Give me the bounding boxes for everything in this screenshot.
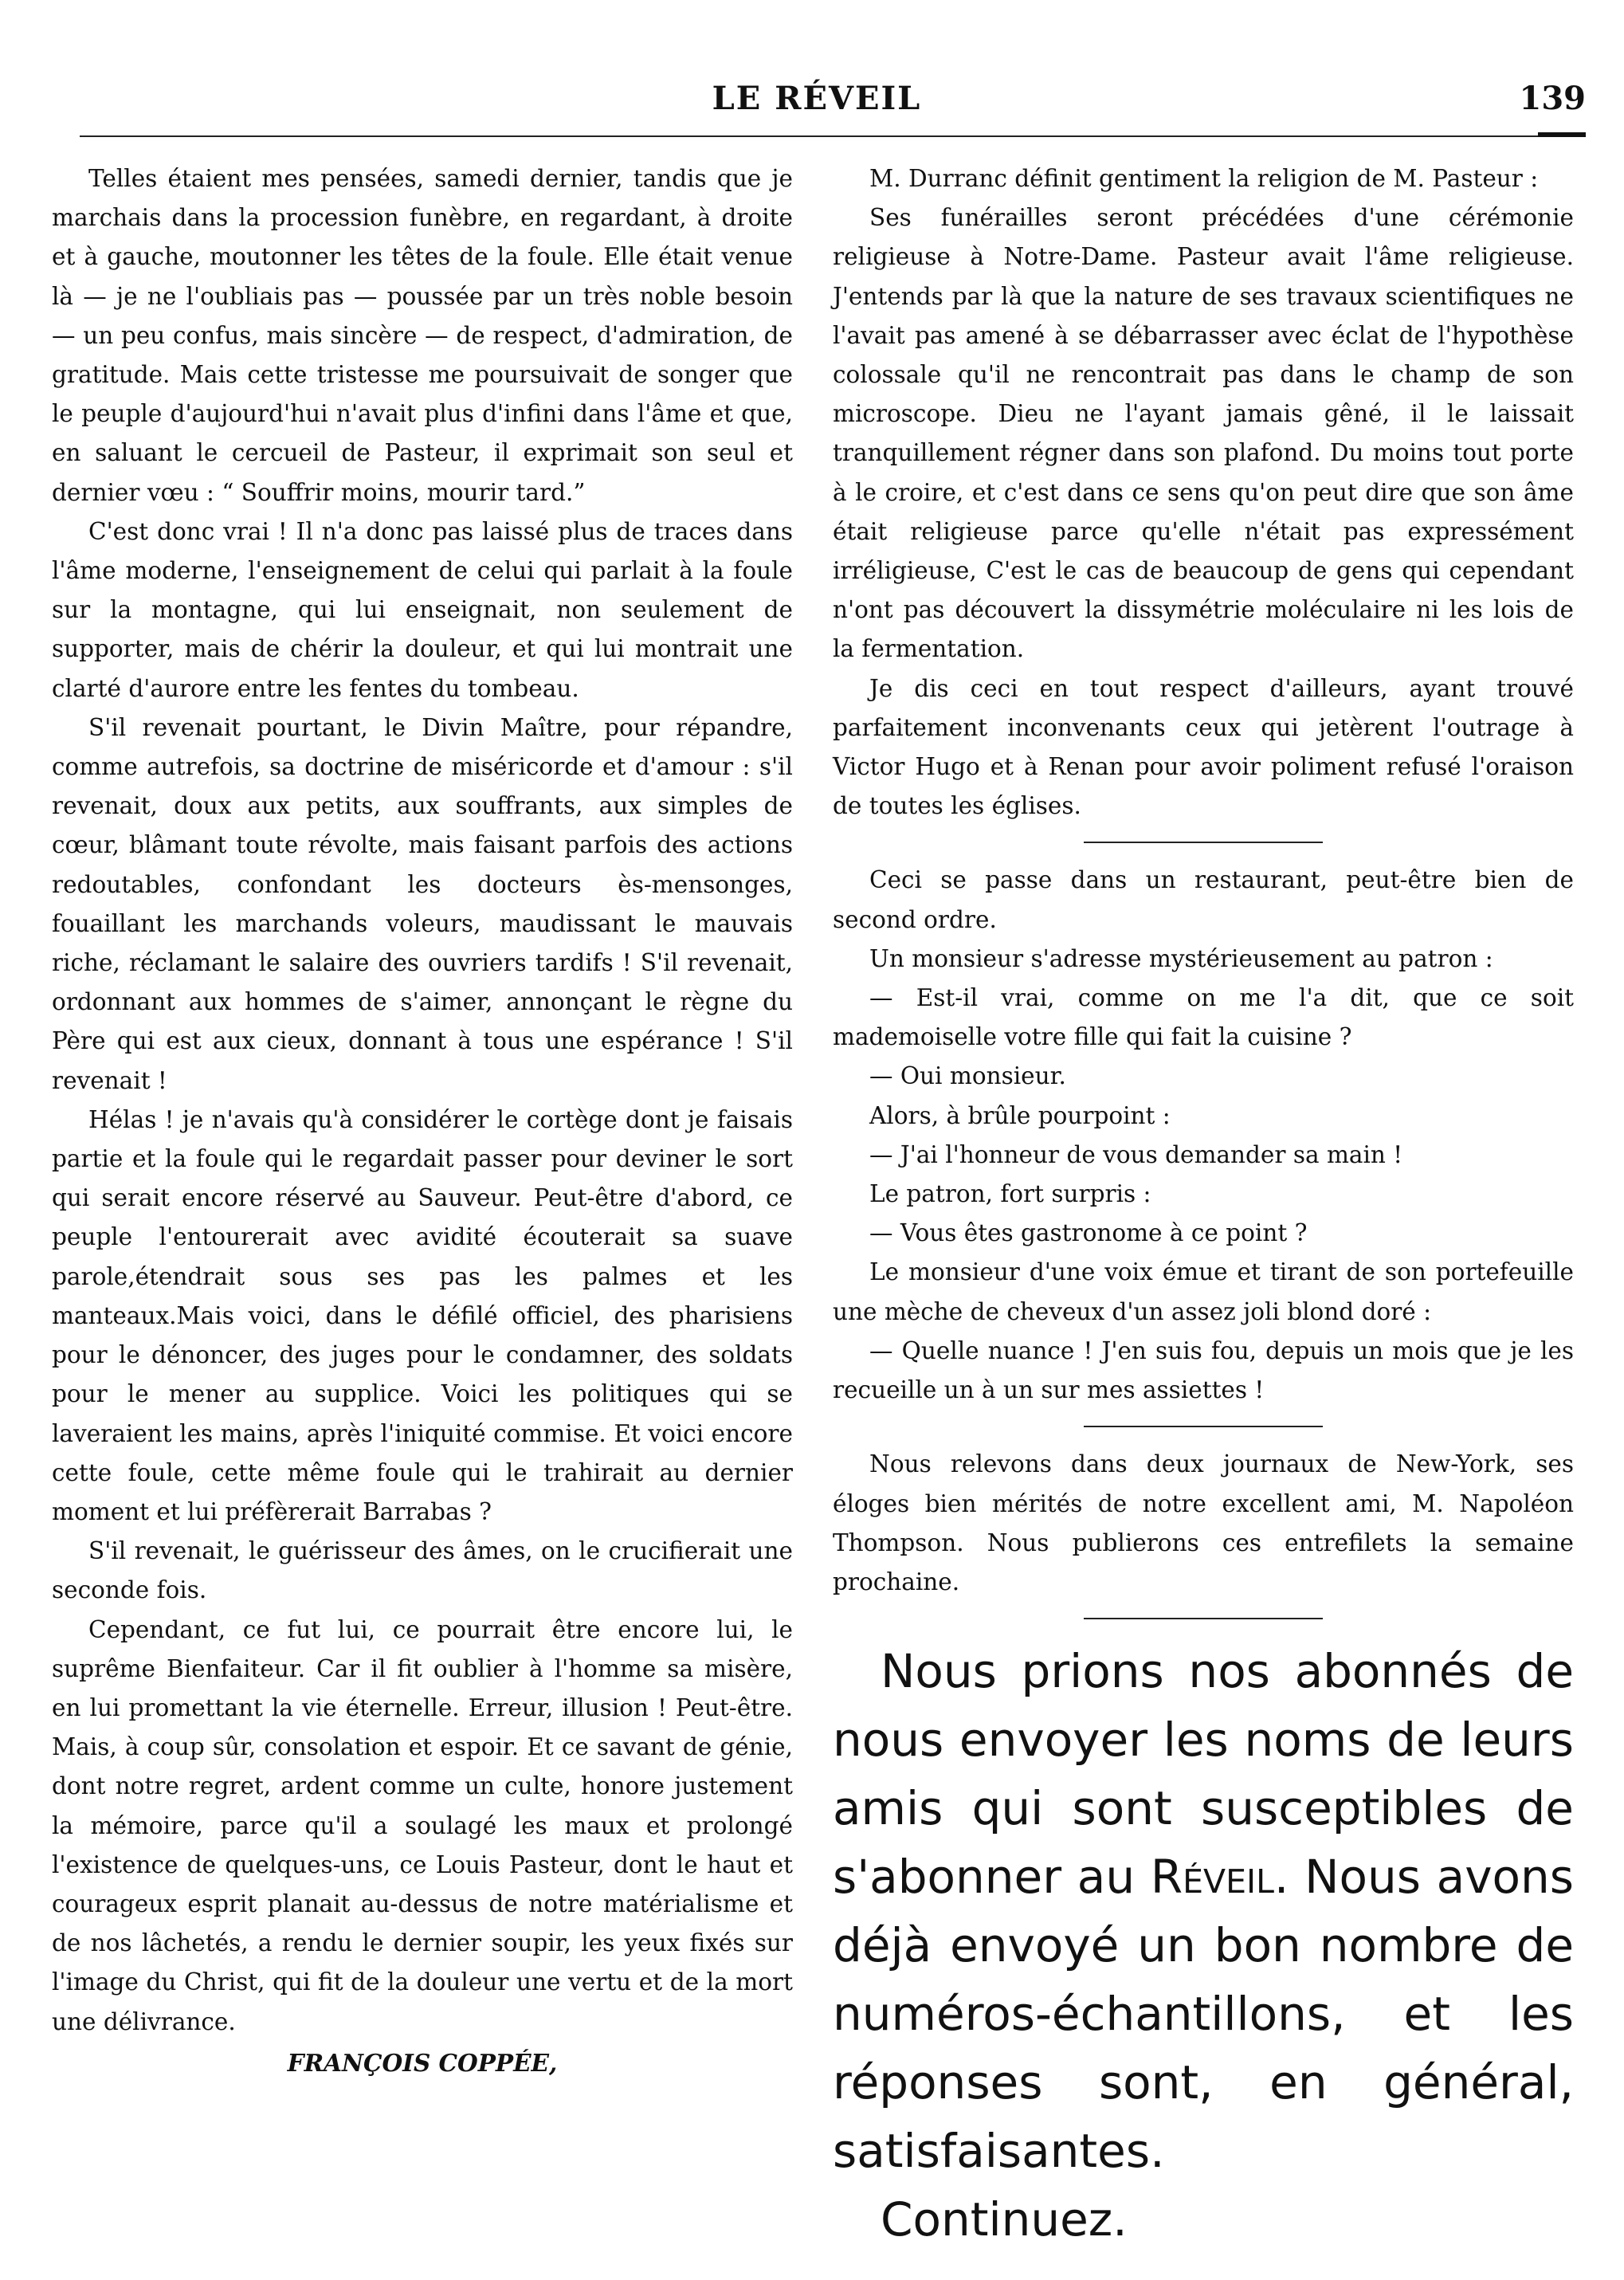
anecdote-paragraph: — Oui monsieur. xyxy=(869,1062,1066,1090)
article-paragraph: Hélas ! je n'avais qu'à considérer le cortège dont je faisais partie et la foule qui le regardait passer pour deviner le sort qui serait encore réservé au Sauveur. Peut-être d'abord, ce peuple l'entourerait avec avidité écouterait sa suave parole,étendrait sous ses pas les palmes et les manteaux.Mais voici, dans le défilé officiel, des pharisiens pour le dénoncer, des juges pour le condamner, des soldats pour le mener au supplice. Voici les politiques qui se laveraient les mains, après l'iniquité commise. Et voici encore cette foule, cette même foule qui le trahirait au dernier moment et lui préfèrerait Barrabas ? xyxy=(52,1105,793,1525)
notice-text-before: Nous prions nos abonnés de nous envoyer les noms de leurs amis qui sont susceptibles de s'abonner au xyxy=(833,1644,1574,1905)
anecdote-paragraph: Alors, à brûle pourpoint : xyxy=(869,1101,1171,1129)
journal-title: LE RÉVEIL xyxy=(712,80,922,117)
anecdote-paragraph: Ceci se passe dans un restaurant, peut-être bien de second ordre. xyxy=(833,866,1574,933)
notice-closing: Continuez. xyxy=(881,2192,1128,2247)
header-rule-thick xyxy=(1538,132,1586,137)
section-divider xyxy=(1084,842,1323,843)
anecdote-paragraph: — J'ai l'honneur de vous demander sa main ! xyxy=(869,1140,1403,1168)
anecdote-paragraph: — Quelle nuance ! J'en suis fou, depuis un mois que je les recueille un à un sur mes assiettes ! xyxy=(833,1336,1574,1404)
header-rule xyxy=(80,135,1586,137)
notice-text-after: . Nous avons déjà envoyé un bon nombre de numéros-échantillons, et les réponses sont, en général, satisfaisantes. xyxy=(833,1850,1574,2179)
page-number: 139 xyxy=(1519,80,1586,117)
left-column xyxy=(52,159,793,2082)
pasteur-paragraph: Ses funérailles seront précédées d'une cérémonie religieuse à Notre-Dame. Pasteur avait l'âme religieuse. J'entends par là que la nature de ses travaux scientifiques ne l'avait pas amené à se débarrasser avec éclat de l'hypothèse colossale qu'il ne rencontrait pas dans le champ de son microscope. Dieu ne l'ayant jamais gêné, il le laissait tranquillement régner dans son plafond. Du moins tout porte à le croire, et c'est dans ce sens qu'on peut dire que son âme était religieuse parce qu'elle n'était pas expressément irréligieuse, C'est le cas de beaucoup de gens qui cependant n'ont pas découvert la dissymétrie moléculaire ni les lois de la fermentation. xyxy=(833,204,1574,663)
section-divider xyxy=(1084,1618,1323,1619)
thompson-paragraph: Nous relevons dans deux journaux de New-York, ses éloges bien mérités de notre excellent ami, M. Napoléon Thompson. Nous publierons ces entrefilets la semaine prochaine. xyxy=(833,1450,1574,1595)
pasteur-paragraph: Je dis ceci en tout respect d'ailleurs, ayant trouvé parfaitement inconvenants ceux qui jetèrent l'outrage à Victor Hugo et à Renan pour avoir poliment refusé l'oraison de toutes les églises. xyxy=(833,674,1574,820)
author-signature: FRANÇOIS COPPÉE, xyxy=(287,2048,558,2077)
pasteur-paragraph: M. Durranc définit gentiment la religion de M. Pasteur : xyxy=(869,165,1539,192)
right-column xyxy=(833,159,1574,2254)
article-paragraph: Telles étaient mes pensées, samedi dernier, tandis que je marchais dans la procession funèbre, en regardant, à droite et à gauche, moutonner les têtes de la foule. Elle était venue là — je ne l'oubliais pas — poussée par un très noble besoin — un peu confus, mais sincère — de respect, d'admiration, de gratitude. Mais cette tristesse me poursuivait de songer que le peuple d'aujourd'hui n'avait plus d'infini dans l'âme et que, en saluant le cercueil de Pasteur, il exprimait son seul et dernier vœu : “ Souffrir moins, mourir tard.” xyxy=(52,165,793,506)
section-divider xyxy=(1084,1426,1323,1427)
article-paragraph: S'il revenait, le guérisseur des âmes, on le crucifierait une seconde fois. xyxy=(52,1537,793,1604)
anecdote-paragraph: Le monsieur d'une voix émue et tirant de son portefeuille une mèche de cheveux d'un assez joli blond doré : xyxy=(833,1258,1574,1325)
subscriber-notice xyxy=(833,1637,1574,2254)
anecdote-paragraph: Un monsieur s'adresse mystérieusement au patron : xyxy=(869,944,1493,972)
article-paragraph: C'est donc vrai ! Il n'a donc pas laissé plus de traces dans l'âme moderne, l'enseignement de celui qui parlait à la foule sur la montagne, qui lui enseignait, non seulement de supporter, mais de chérir la douleur, et qui lui montrait une clarté d'aurore entre les fentes du tombeau. xyxy=(52,517,793,702)
anecdote-paragraph: Le patron, fort surpris : xyxy=(869,1180,1151,1208)
page-header xyxy=(48,80,1586,128)
notice-journal-name: Réveil xyxy=(1150,1850,1274,1905)
article-paragraph: S'il revenait pourtant, le Divin Maître, pour répandre, comme autrefois, sa doctrine de miséricorde et d'amour : s'il revenait, doux aux petits, aux souffrants, aux simples de cœur, blâmant toute révolte, mais faisant parfois des actions redoutables, confondant les docteurs ès-mensonges, fouaillant les marchands voleurs, maudissant le mauvais riche, réclamant le salaire des ouvriers tardifs ! S'il revenait, ordonnant aux hommes de s'aimer, annonçant le règne du Père qui est aux cieux, donnant à tous une espérance ! S'il revenait ! xyxy=(52,713,793,1094)
article-paragraph: Cependant, ce fut lui, ce pourrait être encore lui, le suprême Bienfaiteur. Car il fit oublier à l'homme sa misère, en lui promettant la vie éternelle. Erreur, illusion ! Peut-être. Mais, à coup sûr, consolation et espoir. Et ce savant de génie, dont notre regret, ardent comme un culte, honore justement la mémoire, parce qu'il a soulagé les maux et prolongé l'existence de quelques-uns, ce Louis Pasteur, dont le haut et courageux esprit planait au-dessus de notre matérialisme et de nos lâchetés, a rendu le dernier soupir, les yeux fixés sur l'image du Christ, qui fit de la douleur une vertu et de la mort une délivrance. xyxy=(52,1615,793,2035)
anecdote-paragraph: — Vous êtes gastronome à ce point ? xyxy=(869,1219,1308,1247)
anecdote-paragraph: — Est-il vrai, comme on me l'a dit, que ce soit mademoiselle votre fille qui fait la cuisine ? xyxy=(833,984,1574,1051)
